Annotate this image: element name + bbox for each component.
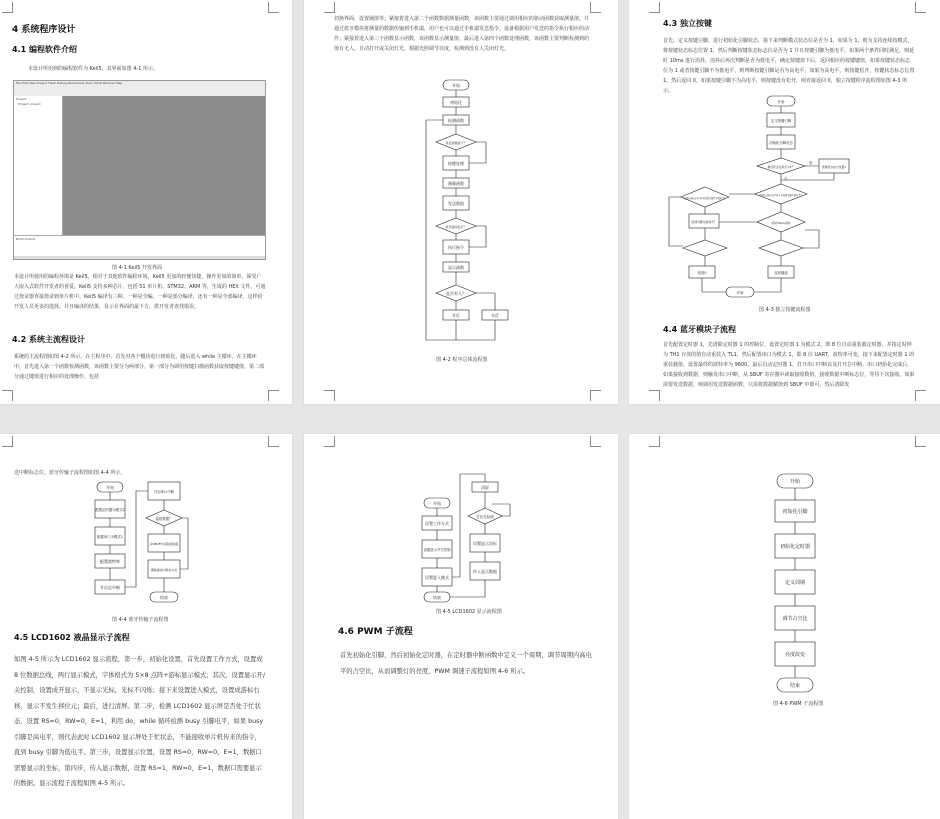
- paragraph: 本设计所使用的编程环境是 Keil5，相对于其他软件编程环境，Keil5 更加的轻便快捷，操作更加的简单，深受广大嵌入式软件开发者的喜爱。Keil5 支持多种芯片，包括 51 单片机、STM32、ARM 等，生成的 HEX 文件，可通过烧录器直接烧录到单片机中。Keil5 编译有三种，一种是全编，一种是部分编译，还有一种是全部编译，这样给开发人员更多的选择，并且编译的结果，显示在界面的最下方，供开发者查找错误。: [14, 274, 266, 310]
- document-page-6: [629, 434, 940, 819]
- flow-label: 关灯: [491, 313, 499, 318]
- flow-label: 初始化定时器: [779, 544, 811, 550]
- flow-decision-node: [683, 240, 727, 256]
- flow-label: 开启总中断: [100, 585, 120, 590]
- paragraph: 首先，定义按键引脚，进行初始化引脚状态，接下来判断模式状态位是否为 1，如果为 1，则为支持连续按模式，将按键状态标志位置 1，然后判断按键状态标志位是否为 1 并且按键引脚为低电平，如果两个条件同时满足，则延时 10ms 进行消抖，消抖后再次判断是否为低电平，确定按键按下后，返回相应的按键键值，如果按键状态标志位为 1 或者按键引脚不为低电平，则判断按键引脚是否为高电平，如果为高电平，则按键松开，按键状态标志位置 1，然后返回 0，如果按键引脚不为高电平，则按键没有松开，则直接返回 0，独立按键程序流程图如图 4-3 所示。: [663, 38, 915, 94]
- screenshot-menu-text: File Edit View Project Flash Debug Peripherals Tools SVCS Window Help: [16, 81, 123, 85]
- flow-decision-node: [759, 240, 803, 256]
- flow-label: 开灯: [452, 313, 460, 318]
- flow-label: 结束: [433, 595, 441, 600]
- figure-caption: 图 4-1 Keil5 开发界面: [112, 265, 163, 271]
- flow-label: 配置串口为模式1: [97, 535, 123, 539]
- flow-label: 结束: [789, 683, 801, 689]
- screenshot-build-output: [14, 235, 265, 256]
- document-page-5: [304, 434, 618, 819]
- screenshot-tree-title: Project: [16, 97, 27, 101]
- heading-4-2: 4.2 系统主流程设计: [12, 335, 85, 344]
- paragraph: 如图 4-5 所示为 LCD1602 显示流程，第一步，初始化设置，首先设置工作方式，设置成 8 位数据总线，两行显示模式，字体格式为 5×8 点阵+游标显示模式；其次，设置显示开/关控制，设置成开显示，不显示光标，光标不闪烁；接下来设置进入模式，设置成游标右移，显示不发生移位元；最后，进行清屏。第二步，检测 LCD1602 显示屏是否处于忙状态，设置 RS=0，RW=0，E=1，利用 do，while 循环检测 busy 引脚电平，如果 busy 引脚是高电平，则代表此时 LCD1602 显示屏处于忙状态，不能接收单片机传来的指令，直到 busy 引脚为低电平。第三步，设置显示位置，设置 RS=0，RW=0，E=1，数据口需要显示的坐标，第四步，传入显示数据，设置 RS=1，RW=0，E=1，数据口需要显示的数据。显示流程子流程如图 4-5 所示。: [14, 656, 266, 787]
- flow-label: 按键状态标志位置1: [821, 165, 847, 169]
- heading-4-5: 4.5 LCD1602 液晶显示子流程: [14, 633, 130, 642]
- heading-4-1: 4.1 编程软件介绍: [12, 45, 77, 54]
- flow-label: 执行指令: [448, 245, 464, 250]
- flow-label: 设置显示坐标: [473, 541, 497, 546]
- flow-label: 设置工作方式: [425, 521, 449, 526]
- flow-label: 延时10ms消抖: [771, 221, 791, 225]
- flow-label: 初始化引脚: [782, 509, 808, 515]
- flow-label: 清屏: [481, 485, 489, 490]
- flow-label: 按键处理: [448, 161, 464, 166]
- flow-label: 开始: [106, 485, 114, 490]
- flow-label: 开启串口中断: [153, 490, 175, 494]
- screenshot-statusbar: [14, 256, 265, 259]
- figure-caption: 图 4-3 独立按键流程图: [759, 307, 811, 313]
- crop-mark: [2, 2, 13, 13]
- flow-label: 配置定时器为模式2: [95, 508, 125, 512]
- flow-label: 开始: [433, 501, 441, 506]
- flow-label: 发送数据: [448, 201, 464, 206]
- flow-label: 初始化引脚状态: [769, 141, 793, 145]
- flow-label: 测量函数: [448, 181, 464, 186]
- flow-label: 配置波特率: [100, 559, 120, 564]
- flow-label: 设置显示开关控制: [423, 548, 451, 552]
- keil5-screenshot: [13, 80, 266, 260]
- crop-mark: [2, 390, 13, 401]
- flow-label: 清除接收中断标志位: [150, 568, 178, 572]
- heading-4-4: 4.4 蓝牙模块子流程: [663, 325, 736, 334]
- flow-label: 定义周期: [784, 580, 806, 586]
- flow-label: 按键状态标志位为1或按键引脚不为低电平？: [683, 197, 727, 200]
- flow-label: 检测函数: [448, 118, 464, 123]
- paragraph: 本设计所用到的编程软件为 Keil5，其界面如图 4-1 所示。: [28, 66, 159, 72]
- document-page-2: [304, 0, 618, 404]
- flow-label: 是: [809, 161, 813, 165]
- figure-caption: 图 4-4 蓝牙传输子流程图: [112, 617, 169, 623]
- flow-label: 调节占空比: [782, 616, 808, 622]
- flow-label: 开始: [789, 479, 801, 485]
- document-page-1: [0, 0, 292, 404]
- screenshot-tree-item: Project: project: [18, 102, 41, 106]
- flow-label: 是否有人？: [446, 291, 466, 296]
- flow-label: 亮度改变: [784, 652, 806, 658]
- flow-label: 开始: [777, 100, 785, 104]
- figure-caption: 图 4-2 程序总体流程图: [436, 357, 488, 363]
- crop-mark: [268, 2, 279, 13]
- flow-label: 是否按键按下？: [445, 141, 467, 145]
- flow-label: 是否接收指令？: [445, 225, 467, 229]
- paragraph: 首先配置定时器 1，先清除定时器 1 的控制位，设置定时器 1 为模式 2，即 8 位自动重装载定时器，并指定时钟为 TH1 存放的值自动重装入 TL1，然后配置串口为模式 1，即 8 位 UART，波特率可变。接下来配置定时器 1 的重装载值，设置最终的波特率为 9600，最后启动定时器 1，打开串口中断以及打开总中断。串口初始化完成后，如果接收到数据，则触发串口中断，从 SBUF 寄存器中读取接收数值，接收数据中断标志位，等待下次接收。如果需要发送数据，则调用发送数据函数，只需将数据赋值到 SBUF 中即可，然后清除发: [663, 342, 915, 388]
- paragraph: 系统的主流程图如图 4-2 所示。在主程序中，首先对各个模块进行初始化，随后进入 while 主循环。在主循环中，首先进入第一个函数检测函数，该函数主要分为两部分，第一部分为调用按键扫描函数获取按键键值，第二部分通过键值进行相应的处理操作，包括: [14, 354, 265, 380]
- crop-mark: [268, 390, 279, 401]
- flow-connector: [426, 120, 495, 340]
- flow-label: 结束: [160, 595, 168, 600]
- screenshot-project-tree: [14, 96, 63, 235]
- flow-label: 初始化: [450, 100, 462, 105]
- flow-label: 开始: [452, 83, 460, 88]
- screenshot-editor-area: [63, 96, 265, 235]
- heading-4-6: 4.6 PWM 子流程: [338, 627, 413, 637]
- paragraph: 送中断标志位。蓝牙传输子流程图如图 4-4 所示。: [14, 470, 126, 476]
- screenshot-output-title: Build Output: [16, 237, 35, 241]
- flow-label: 忙状态检测: [476, 515, 494, 519]
- heading-section-4: 4 系统程序设计: [12, 25, 76, 35]
- flow-label: 显示函数: [448, 265, 464, 270]
- flow-label: 接收数据？: [155, 517, 173, 521]
- flow-label: 按键状态标志位为1并且按键引脚为低电平？: [759, 194, 803, 197]
- flow-label: 设置进入模式: [425, 575, 449, 580]
- paragraph: 首先初始化引脚，然后初始化定时器，在定时器中断函数中定义一个周期，调节周期内高电平的占空比，从而调整灯的亮度，PWM 调速子流程如图 4-6 所示。: [340, 652, 592, 675]
- figure-caption: 图 4-6 PWM 子流程图: [773, 701, 824, 707]
- flow-label: 传入显示数据: [473, 569, 497, 574]
- document-page-3: [629, 0, 940, 404]
- paragraph: 切换界面、设置阈值等；紧接着进入第二个函数数据测量函数，该函数主要通过调用相应的驱动函数获取测量值，并通过蓝牙模块将测量的数据传输到手机端，用户也可以通过手机端发送指令，设备根据用户发送的指令执行相应的动作；紧接着进入第三个函数显示函数，该函数显示测量值，最后进入第四个函数处理函数，该函数主要判断检测到的值有无人，自动打开或关闭灯光，根据光照调节亮度，检测到没有人关闭灯光。: [334, 16, 590, 52]
- flow-label: 返回0: [697, 271, 707, 275]
- flow-label: 从SBUF中读取接收值: [149, 542, 179, 546]
- flow-label: 模式状态位是否为1？: [767, 165, 795, 169]
- flow-label: 返回键值: [774, 271, 788, 275]
- flow-label: 开始: [736, 291, 744, 295]
- flow-label: 否: [784, 177, 788, 181]
- figure-caption: 图 4-5 LCD1602 显示流程图: [436, 609, 502, 615]
- heading-4-3: 4.3 独立按键: [663, 19, 712, 28]
- document-page-4: [0, 434, 292, 819]
- flow-label: 定义按键引脚: [770, 119, 792, 123]
- flow-label: 按键引脚为高电平？: [691, 220, 717, 224]
